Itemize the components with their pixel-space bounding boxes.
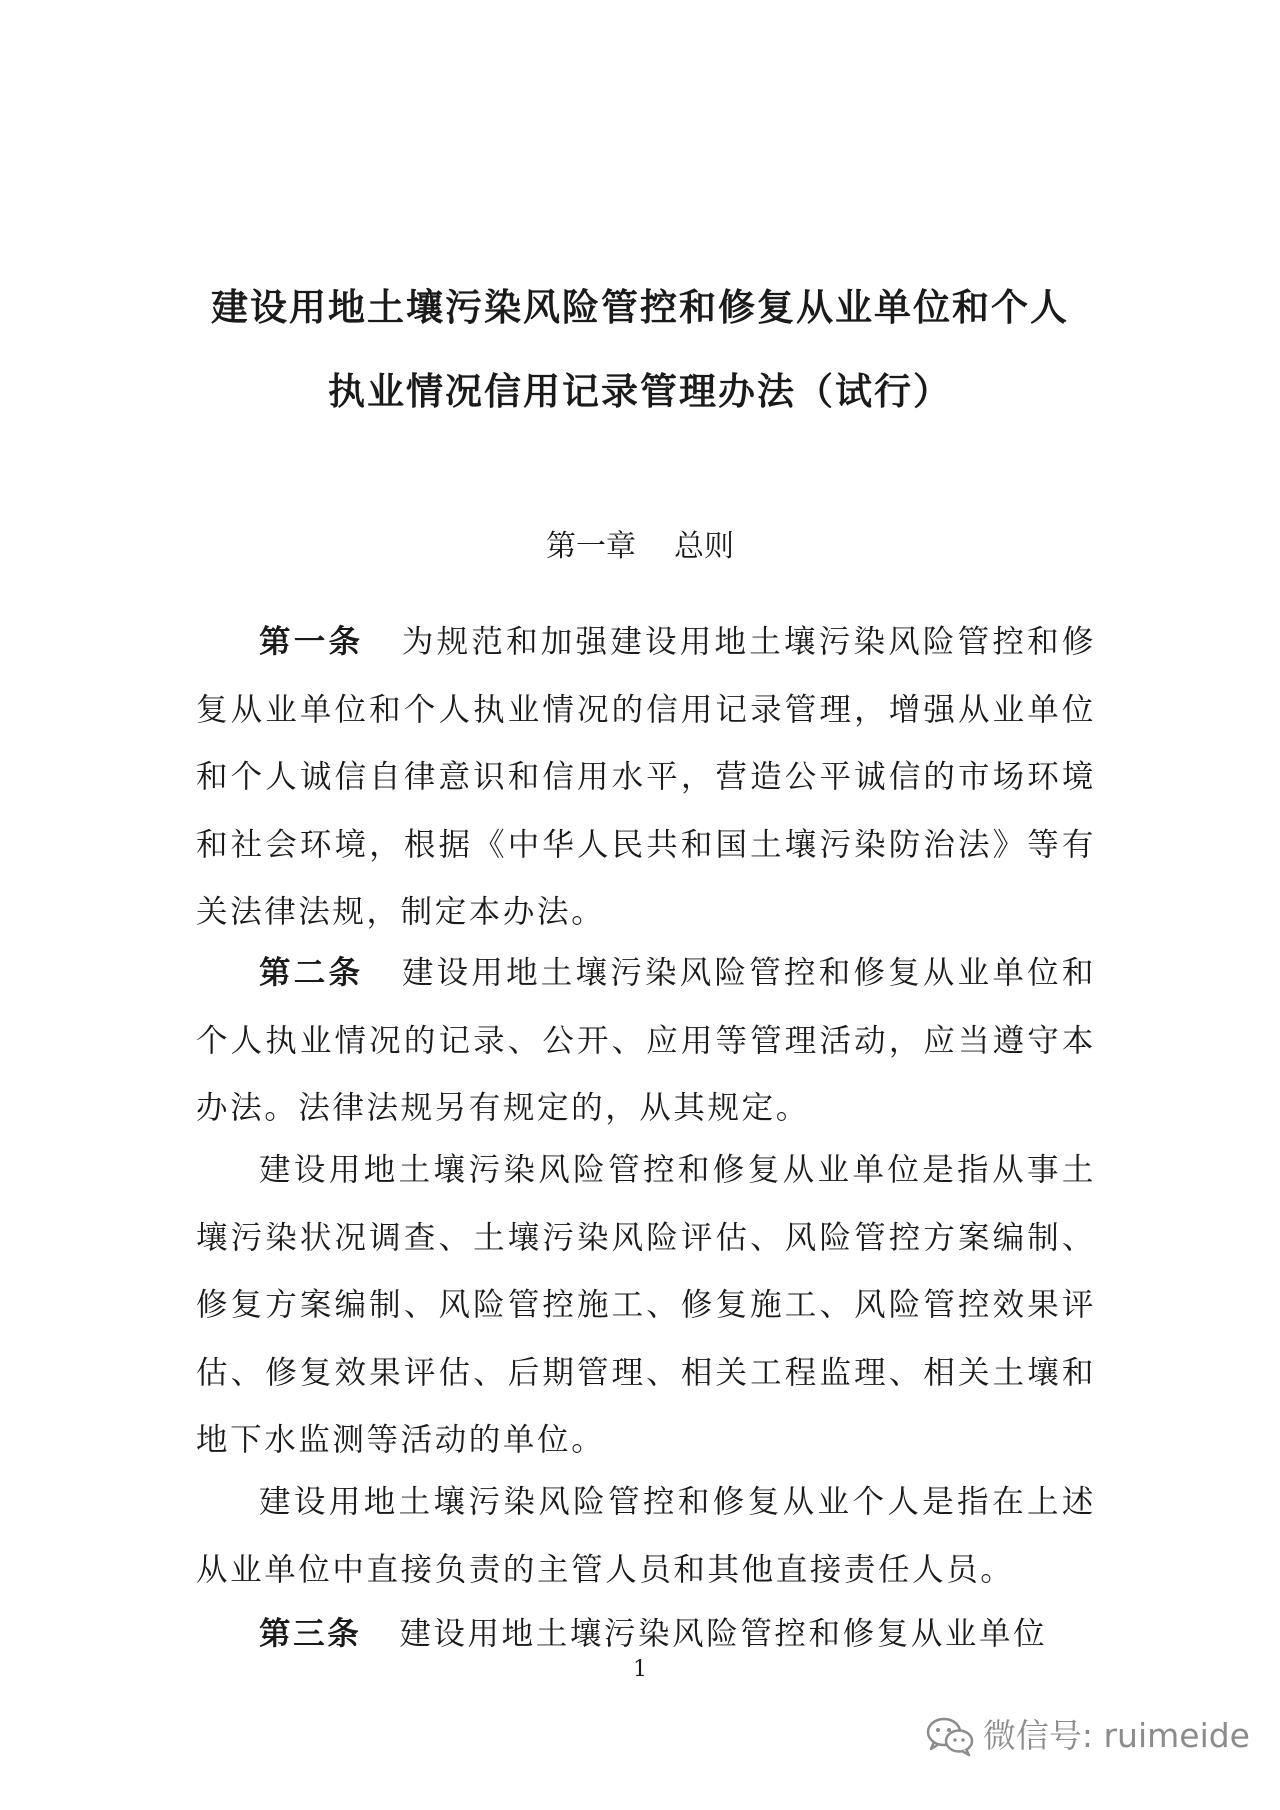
chapter-number: 第一章 xyxy=(546,529,636,564)
wechat-icon xyxy=(925,1715,975,1757)
watermark-text: 微信号: ruimeide xyxy=(982,1716,1250,1755)
chapter-heading xyxy=(0,527,1280,567)
article-2 xyxy=(196,940,1096,1143)
article-text: 为规范和加强建设用地土壤污染风险管控和修复从业单位和个人执业情况的信用记录管理，增强从业单位和个人诚信自律意识和信用水平，营造公平诚信的市场环境和社会环境，根据《中华人民共和国土壤污染防治法》等有关法律法规，制定本办法。 xyxy=(196,624,1096,930)
article-text: 建设用地土壤污染风险管控和修复从业单位 xyxy=(399,1616,1048,1652)
article-label: 第二条 xyxy=(259,955,364,991)
chapter-name: 总则 xyxy=(674,529,734,564)
paragraph-unit-definition xyxy=(196,1137,1096,1475)
article-text: 建设用地土壤污染风险管控和修复从业单位和个人执业情况的记录、公开、应用等管理活动，应当遵守本办法。法律法规另有规定的，从其规定。 xyxy=(196,955,1096,1126)
article-1 xyxy=(196,609,1096,947)
page-number: 1 xyxy=(633,1657,647,1682)
wechat-watermark xyxy=(925,1715,1250,1757)
document-title-line1: 建设用地土壤污染风险管控和修复从业单位和个人 xyxy=(211,286,1069,329)
paragraph-text: 建设用地土壤污染风险管控和修复从业单位是指从事土壤污染状况调查、土壤污染风险评估、风险管控方案编制、修复方案编制、风险管控施工、修复施工、风险管控效果评估、修复效果评估、后期管理、相关工程监理、相关土壤和地下水监测等活动的单位。 xyxy=(196,1152,1096,1458)
paragraph-person-definition xyxy=(196,1469,1096,1604)
article-label: 第一条 xyxy=(259,624,364,660)
paragraph-text: 建设用地土壤污染风险管控和修复从业个人是指在上述从业单位中直接负责的主管人员和其他直接责任人员。 xyxy=(196,1484,1096,1588)
article-label: 第三条 xyxy=(259,1616,362,1652)
document-title-line2: 执业情况信用记录管理办法（试行） xyxy=(328,370,952,413)
